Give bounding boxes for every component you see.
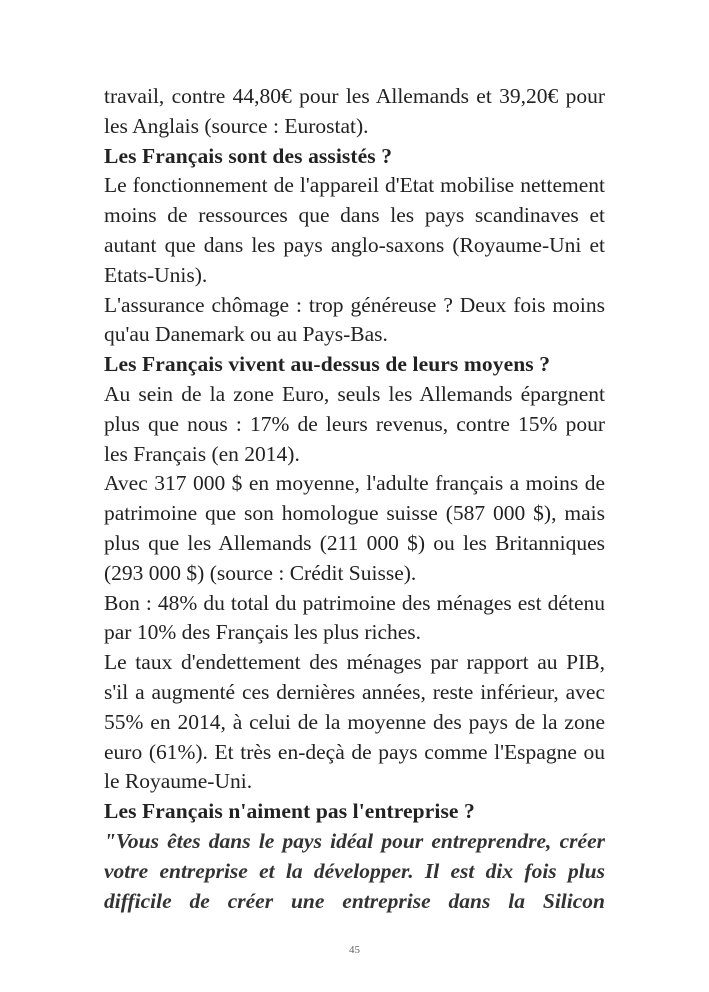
- quote-silicon: "Vous êtes dans le pays idéal pour entreprendre, créer votre entreprise et la développer. Il est dix fois plus difficile de créer une entreprise dans la Silicon: [104, 828, 605, 913]
- paragraph-bon: Bon : 48% du total du patrimoine des ménages est détenu par 10% des Français les plus riches.: [104, 590, 605, 645]
- page-body: [104, 82, 605, 916]
- paragraph-epargne: Au sein de la zone Euro, seuls les Allemands épargnent plus que nous : 17% de leurs revenus, contre 15% pour les Français (en 2014).: [104, 381, 605, 466]
- paragraph-appareil-etat: Le fonctionnement de l'appareil d'Etat mobilise nettement moins de ressources que dans les pays scandinaves et autant que dans les pays anglo-saxons (Royaume-Uni et Etats-Unis).: [104, 173, 605, 287]
- paragraph-patrimoine: Avec 317 000 $ en moyenne, l'adulte français a moins de patrimoine que son homologue suisse (587 000 $), mais plus que les Allemands (211 000 $) ou les Britanniques (293 000 $) (source : Crédit Suisse).: [104, 471, 605, 585]
- page-number: 45: [349, 944, 360, 956]
- heading-entreprise: Les Français n'aiment pas l'entreprise ?: [104, 799, 475, 824]
- paragraph-endettement: Le taux d'endettement des ménages par rapport au PIB, s'il a augmenté ces dernières années, reste inférieur, avec 55% en 2014, à celui de la moyenne des pays de la zone euro (61%). Et très en-deçà de pays comme l'Espagne ou le Royaume-Uni.: [104, 650, 605, 794]
- paragraph-assurance-chomage: L'assurance chômage : trop généreuse ? Deux fois moins qu'au Danemark ou au Pays-Bas.: [104, 292, 605, 347]
- heading-moyens: Les Français vivent au-dessus de leurs moyens ?: [104, 352, 551, 377]
- paragraph-eurostat: travail, contre 44,80€ pour les Allemands et 39,20€ pour les Anglais (source : Eurostat).: [104, 84, 605, 138]
- heading-assistes: Les Français sont des assistés ?: [104, 143, 393, 168]
